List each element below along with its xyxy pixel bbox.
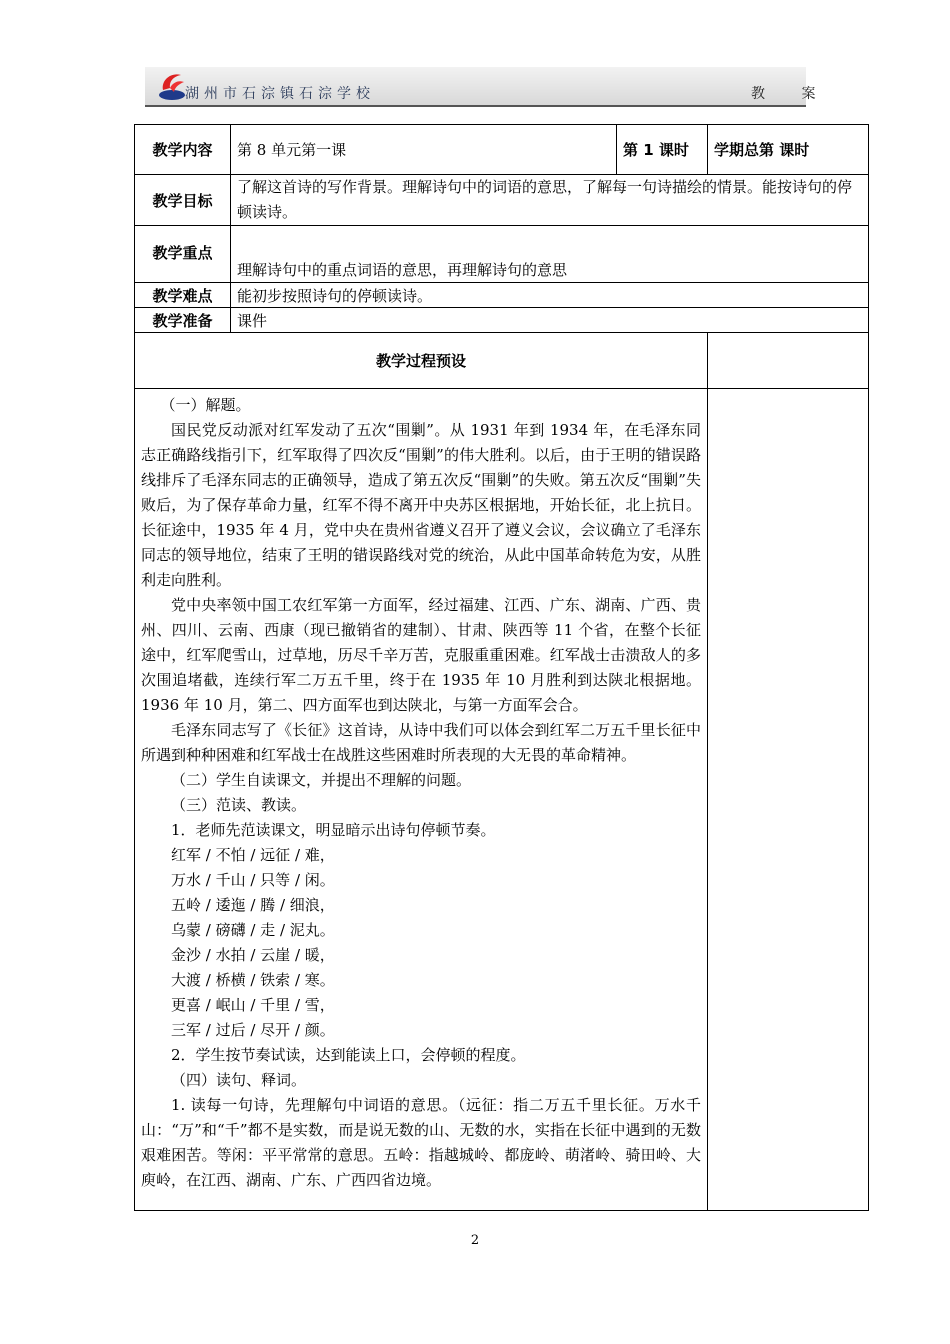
process-paragraph: 红军 / 不怕 / 远征 / 难， [171, 846, 335, 864]
process-paragraph: （四）读句、释词。 [171, 1071, 307, 1089]
process-paragraph: 三军 / 过后 / 尽开 / 颜。 [171, 1021, 335, 1039]
notes-cell [708, 389, 869, 1211]
process-paragraph: 乌蒙 / 磅礴 / 走 / 泥丸。 [171, 921, 335, 939]
process-paragraph: （二）学生自读课文，并提出不理解的问题。 [171, 771, 472, 789]
content-value: 第 8 单元第一课 [231, 125, 617, 175]
content-label: 教学内容 [135, 125, 231, 175]
goal-label: 教学目标 [135, 175, 231, 226]
key-label: 教学重点 [135, 226, 231, 283]
process-paragraph: 更喜 / 岷山 / 千里 / 雪， [171, 996, 335, 1014]
process-paragraph: 金沙 / 水拍 / 云崖 / 暖， [171, 946, 335, 964]
lesson-number: 第 1 课时 [617, 125, 708, 175]
key-value: 理解诗句中的重点词语的意思，再理解诗句的意思 [231, 226, 869, 283]
process-paragraph: 大渡 / 桥横 / 铁索 / 寒。 [171, 971, 335, 989]
goal-value: 了解这首诗的写作背景。理解诗句中的词语的意思，了解每一句诗描绘的情景。能按诗句的停顿读诗。 [231, 175, 869, 226]
process-paragraph: 五岭 / 逶迤 / 腾 / 细浪， [171, 896, 335, 914]
process-paragraph: 万水 / 千山 / 只等 / 闲。 [171, 871, 335, 889]
process-paragraph: 1．老师先范读课文，明显暗示出诗句停顿节奏。 [171, 821, 496, 839]
process-paragraph: 党中央率领中国工农红军第一方面军，经过福建、江西、广东、湖南、广西、贵州、四川、云南、西康（现已撤销省的建制）、甘肃、陕西等 11 个省，在整个长征途中，红军爬雪山，过草地，历尽千辛万苦，克服重重困难。红军战士击溃敌人的多次围追堵截，连续行军二万五千里，终于在 1935 年 10 月胜利到达陕北根据地。1936 年 10 月，第二、四方面军也到达陕北，与第一方面军会合。 [141, 596, 701, 714]
process-paragraph: 国民党反动派对红军发动了五次“围剿”。从 1931 年到 1934 年，在毛泽东同志正确路线指引下，红军取得了四次反“围剿”的伟大胜利。以后，由于王明的错误路线排斥了毛泽东同志的正确领导，造成了第五次反“围剿”的失败。第五次反“围剿”失败后，为了保存革命力量，红军不得不离开中央苏区根据地，开始长征，北上抗日。长征途中，1935 年 4 月，党中央在贵州省遵义召开了遵义会议，会议确立了毛泽东同志的领导地位，结束了王明的错误路线对党的统治，从此中国革命转危为安，从胜利走向胜利。 [141, 421, 701, 589]
notes-header-cell [708, 333, 869, 389]
lesson-plan-table [134, 124, 869, 1211]
school-logo-icon [157, 68, 187, 104]
process-paragraph: （一）解题。 [160, 396, 251, 414]
difficulty-label: 教学难点 [135, 283, 231, 308]
term-total: 学期总第 课时 [708, 125, 869, 175]
process-heading: 教学过程预设 [135, 333, 708, 389]
prep-label: 教学准备 [135, 308, 231, 333]
process-paragraph: （三）范读、教读。 [171, 796, 307, 814]
process-paragraph: 毛泽东同志写了《长征》这首诗，从诗中我们可以体会到红军二万五千里长征中所遇到种种困难和红军战士在战胜这些困难时所表现的大无畏的革命精神。 [141, 721, 701, 764]
process-body [135, 389, 708, 1211]
doc-type: 教 案 [751, 86, 832, 102]
prep-value: 课件 [231, 308, 869, 333]
school-name: 湖州市石淙镇石淙学校 [185, 86, 375, 102]
process-paragraph: 2．学生按节奏试读，达到能读上口，会停顿的程度。 [171, 1046, 526, 1064]
page-number: 2 [470, 1233, 480, 1248]
difficulty-value: 能初步按照诗句的停顿读诗。 [231, 283, 869, 308]
process-paragraph: 1. 读每一句诗，先理解句中词语的意思。（远征：指二万五千里长征。万水千山：“万”和“千”都不是实数，而是说无数的山、无数的水，实指在长征中遇到的无数艰难困苦。等闲：平平常常的意思。五岭：指越城岭、都庞岭、萌渚岭、骑田岭、大庾岭，在江西、湖南、广东、广西四省边境。 [141, 1096, 701, 1189]
